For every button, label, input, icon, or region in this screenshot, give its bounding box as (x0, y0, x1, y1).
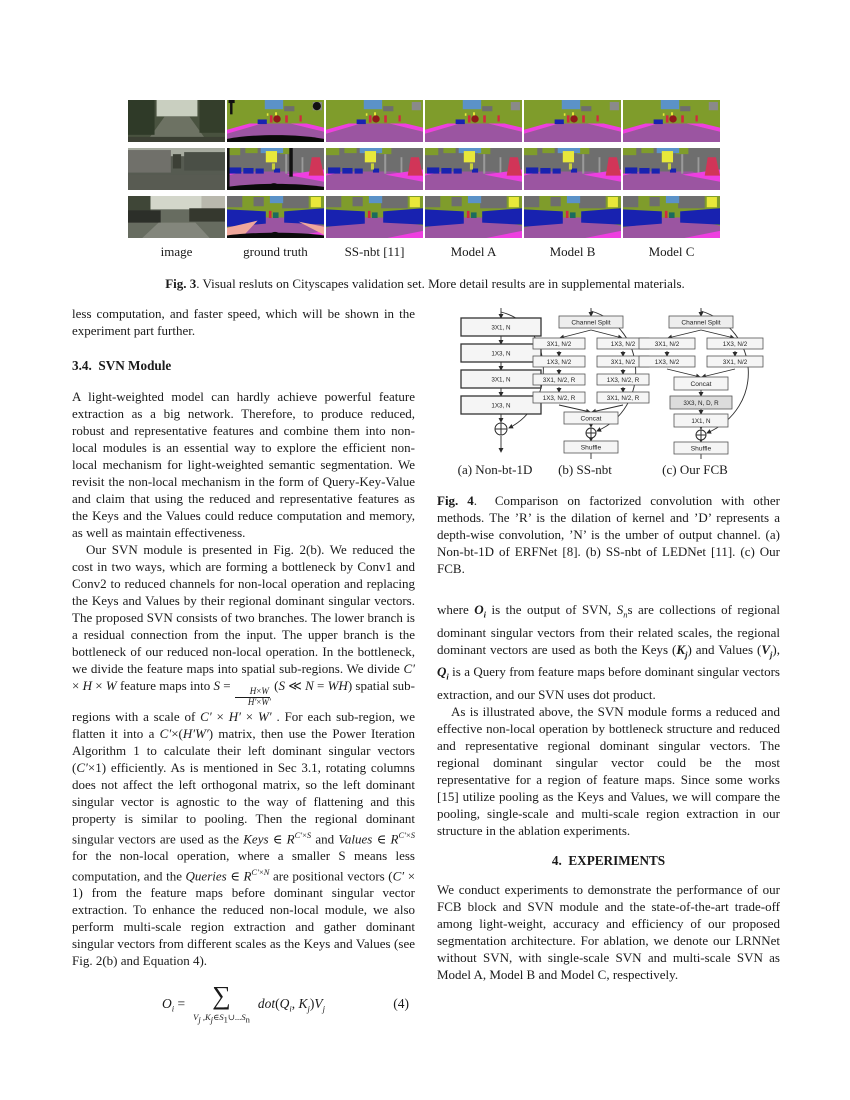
fig3-col-label-model-c: Model C (648, 244, 695, 259)
fig4-caption-number: Fig. 4 (437, 493, 474, 508)
equation-lhs: $O_i$ = (162, 996, 186, 1014)
summation (193, 981, 250, 1028)
paragraph-continued: less computation, and faster speed, which will be shown in the experiment part further. (72, 306, 415, 338)
fig3-r1-model-b (524, 100, 621, 142)
fig3-r3-ground-truth (227, 196, 324, 238)
fig4-diagram-c (639, 316, 763, 454)
fig4-b-left-box-4: 1X3, N/2, R (542, 394, 575, 402)
sigma-symbol: ∑ (212, 981, 231, 1011)
fig4-c-right-box-1: 1X3, N/2 (722, 340, 747, 348)
fig4-b-right-box-4: 3X1, N/2, R (606, 394, 639, 402)
fig4-b-left-box-3: 3X1, N/2, R (542, 376, 575, 384)
summation-limits: $V_j$ $,K_j\in S_1\cup...S_n$ (193, 1011, 250, 1025)
fig4-b-right-box-3: 1X3, N/2, R (606, 376, 639, 384)
fig4-b-left-box-2: 1X3, N/2 (546, 358, 571, 366)
fig4-c-conv-1x1: 1X1, N (690, 418, 711, 425)
figure-3 (128, 100, 722, 292)
fig4-c-shuffle: Shuffle (690, 445, 711, 453)
fig3-col-label-model-a: Model A (450, 244, 497, 259)
fig4-a-add-icon (495, 423, 507, 435)
fig4-b-channel-split: Channel Split (570, 319, 611, 327)
equation-4 (72, 983, 415, 1029)
fig4-c-conv-depthwise: 3X3, N, D, R (682, 400, 719, 407)
paragraph-svn-detail: Our SVN module is presented in Fig. 2(b). We reduced the cost in two ways, which are forming a bottleneck by Conv1 and Conv2 to reduced channels for non-local operation and replacing the Keys and Values by their regional dominant singular vectors. The proposed SVN consists of two branches. The lower branch is a residual connection from the input. The upper branch is the bottleneck of our reduced non-local operation. In the bottleneck, we divide the feature maps into spatial sub-regions. We divide C′ × H × W feature maps into S = $\frac{H\times W}{H'\times W'}$ (S ≪ N = WH) spatial sub-regions with a scale of C′ × H′ × W′ . For each sub-region, we flatten it into a C′×(H′W′) matrix, then use the Power Iteration Algorithm 1 to calculate their left dominant singular vectors (C′×1) efficiently. As is mentioned in Sec 3.1, rotating columns does not affect the left orthogonal matrix, so the left dominant singular vector is agnostic to the way of flattening and this property is similar to pooling. Then the regional dominant singular vectors are used as the Keys ∈ $R^{C'\times S}$ and Values ∈ $R^{C'\times S}$ for the non-local operation, where a smaller S means less computation, and the Queries ∈ $R^{C'\times N}$ are positional vectors (C′ × 1) from the feature maps before dominant singular vector extraction. To enhance the reduced non-local module, we also perform multi-scale region extraction and gather dominant singular vectors from different scales as the Keys and Values (see Fig. 2(b) and Equation 4). (72, 542, 416, 969)
fig4-a-box-4: 1X3, N (490, 402, 511, 410)
fig4-a-box-1: 3X1, N (490, 324, 511, 332)
fig4-b-right-box-1: 1X3, N/2 (610, 340, 635, 348)
fig3-r2-ground-truth (227, 148, 324, 190)
fig3-col-label-image: image (160, 244, 193, 259)
fig3-caption (128, 275, 722, 292)
fig4-diagram-b (533, 316, 649, 453)
fig4-c-add-icon (696, 430, 706, 440)
heading-3-4-svn-module: 3.4. SVN Module (72, 358, 172, 373)
right-column (437, 300, 780, 983)
fig4-b-right-box-2: 3X1, N/2 (610, 358, 635, 366)
fig3-r1-ground-truth (227, 100, 324, 142)
fig4-caption-text: . Comparison on factorized convolution with other methods. The ’R’ is the dilation of kernel and ’D’ represents a depth-wise convolution, ’N’ is the umber of output channel. (a) Non-bt-1D of ERFNet [8]. (b) SS-nbt of LEDNet [11]. (c) Our FCB. (437, 493, 780, 576)
fig4-a-box-2: 1X3, N (490, 350, 511, 358)
fig4-label-c: (c) Our FCB (662, 462, 728, 477)
fig4-c-right-box-2: 3X1, N/2 (722, 358, 747, 366)
fig3-r2-model-b (524, 148, 621, 190)
fig4-c-left-box-2: 1X3, N/2 (654, 358, 679, 366)
fig3-r3-image (128, 196, 225, 238)
fig3-r1-ssnbt (326, 100, 423, 142)
fig3-col-label-model-b: Model B (549, 244, 596, 259)
fig4-c-left-box-1: 3X1, N/2 (654, 340, 679, 348)
fig3-column-labels (128, 244, 722, 260)
fig4-b-concat: Concat (580, 415, 601, 423)
fig4-caption (437, 492, 780, 577)
paragraph-experiments-intro: We conduct experiments to demonstrate the performance of our FCB block and SVN module and the state-of-the-art trade-off among light-weight, accuracy and efficiency of our proposed segmentation architecture. For ablation, we denote our LRNNet without SVN, with single-scale SVN and multi-scale SVN as Model A, Model B and Model C, respectively. (437, 881, 780, 982)
left-column (72, 305, 415, 1029)
fig3-r2-image (128, 148, 225, 190)
fig3-r3-model-c (623, 196, 720, 238)
fig3-col-label-ssnbt: SS-nbt [11] (344, 244, 405, 259)
paragraph-svn-summary: As is illustrated above, the SVN module forms a reduced and effective non-local operation by bottleneck structure and reduced and representative regional dominant singular vectors. The regional dominant singular vector could be the most representative for a region of feature maps. Since some works [15] utilize pooling as the Keys and Values, we will compare the pooling, single-scale and multi-scale region extraction in our structure in the ablation experiments. (437, 703, 780, 838)
fig4-c-concat: Concat (690, 381, 711, 388)
fig4-b-left-box-1: 3X1, N/2 (546, 340, 571, 348)
fig3-r2-ssnbt (326, 148, 423, 190)
fig3-r2-model-a (425, 148, 522, 190)
fig3-r3-model-b (524, 196, 621, 238)
fig4-c-channel-split: Channel Split (680, 319, 721, 327)
fig4-b-add-icon (586, 428, 596, 438)
fig3-r2-model-c (623, 148, 720, 190)
equation-number: (4) (393, 996, 409, 1012)
fig3-r1-model-c (623, 100, 720, 142)
fig3-col-label-ground-truth: ground truth (243, 244, 308, 259)
fig3-r3-model-a (425, 196, 522, 238)
heading-4-experiments: 4. EXPERIMENTS (551, 852, 666, 868)
paragraph-equation-explain: where $O_i$ is the output of SVN, $S_ns$ are collections of regional dominant singular vectors from their related scales, the regional dominant vectors are used as both the Keys $(K_j)$ and Values $(V_j)$, $Q_i$ is a Query from feature maps before dominant singular vectors extraction, and our SVN uses dot product. (437, 602, 780, 702)
fig3-image-grid (128, 100, 722, 238)
fig3-r1-model-a (425, 100, 522, 142)
fig4-sublabels (437, 461, 780, 479)
fig3-caption-text: . Visual resluts on Cityscapes validation set. More detail results are in supplemental materials. (196, 276, 685, 291)
fig4-a-box-3: 3X1, N (490, 376, 511, 384)
fig4-label-a: (a) Non-bt-1D (457, 462, 533, 477)
fig3-caption-number: Fig. 3 (165, 276, 197, 291)
fig3-r1-image (128, 100, 225, 142)
equation-rhs: $dot(Q_i$, $K_j)V_j$ (257, 996, 325, 1014)
figure-4 (437, 306, 780, 577)
paragraph-svn-intro: A light-weighted model can hardly achieve powerful feature extraction as a big network. Therefore, to produce reduced, robust and representative features and combine them into non-local modules is an essential way to explore the efficient non-local mechanism for light-weighted semantic segmentation. We revisit the non-local mechanism in the form of Query-Key-Value and claim that using the reduced and representative features as the Keys and the Values could reduce computation and memory, as well as maintain effectiveness. (72, 389, 415, 540)
fig4-label-b: (b) SS-nbt (558, 462, 612, 477)
fig4-b-shuffle: Shuffle (580, 444, 601, 452)
fig4-diagram (443, 306, 775, 459)
fig3-r3-ssnbt (326, 196, 423, 238)
